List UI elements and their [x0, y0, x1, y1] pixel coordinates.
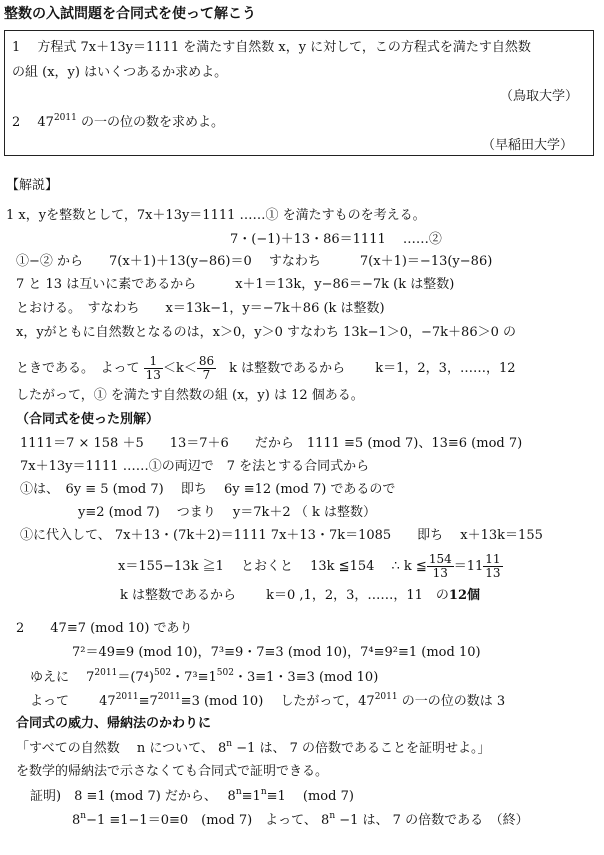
- alt-line: 7x＋13y＝1111 ……①の両辺で 7 を法とする合同式から: [20, 459, 370, 474]
- alt-line: ①に代入して、 7x＋13・(7k＋2)＝1111 7x＋13・7k＝1085 即ち x＋13k＝155: [20, 528, 543, 543]
- alt-line: [120, 588, 480, 604]
- alt-text: k は整数であるから k＝0 ,1，2，3，……，11 の: [120, 588, 449, 603]
- part2-text: よって 47: [30, 694, 116, 709]
- question-text: 「すべての自然数 n について、 8: [16, 741, 227, 756]
- fraction-numerator: 1: [144, 355, 163, 369]
- solution-line-fraction: [16, 355, 515, 382]
- part2-text: ≡3 (mod 10) したがって，47: [180, 694, 375, 709]
- problem-1-source: （鳥取大学）: [500, 89, 579, 104]
- exponent: n: [329, 811, 336, 821]
- alt-line: y≡2 (mod 7) つまり y＝7k＋2 （ k は整数）: [78, 505, 376, 520]
- fraction-denominator: 13: [145, 368, 161, 382]
- exponent: 2011: [157, 692, 181, 702]
- part2-text: ・7³≡1: [171, 670, 217, 685]
- fraction-numerator: 86: [198, 354, 215, 368]
- proof-intro: を数学的帰納法で示さなくても合同式で証明できる。: [16, 764, 329, 779]
- fraction-denominator: 13: [432, 566, 448, 580]
- solution-line: 7・(−1)＋13・86＝1111 ……②: [230, 232, 442, 247]
- problem-2-prefix: 2 47: [12, 115, 54, 130]
- part2-line: 2 47≡7 (mod 10) であり: [16, 621, 193, 636]
- exponent: n: [80, 811, 87, 821]
- proof-text: 8: [72, 813, 81, 828]
- proof-text: −1 ≡1−1＝0≡0 (mod 7) よって、 8: [86, 813, 330, 828]
- alt-line: 1111＝7 × 158 ＋5 13＝7＋6 だから 1111 ≡5 (mod 7)、13≡6 (mod 7): [20, 436, 523, 451]
- part2-line: [30, 670, 378, 686]
- part2-text: ＝(7⁴): [117, 670, 154, 685]
- problem-2-suffix: の一の位の数を求めよ。: [76, 115, 224, 130]
- alt-text: x＝155−13k ≧1 とおくと 13k ≦154 ∴ k ≦: [118, 559, 427, 574]
- question-text: −1 は、 7 の倍数であることを証明せよ。」: [232, 741, 491, 756]
- solution-line: とおける。 すなわち x＝13k−1，y＝−7k＋86 (k は整数): [16, 301, 385, 316]
- solution-line: x，yがともに自然数となるのは，x＞0，y＞0 すなわち 13k−1＞0，−7k＋86＞0 の: [16, 325, 516, 340]
- solution-line: 1 x，yを整数として，7x＋13y＝1111 ……① を満たすものを考える。: [6, 208, 426, 223]
- proof-line-2: [72, 813, 529, 829]
- proof-text: ≡1 (mod 7): [266, 789, 354, 804]
- solution-line: 7 と 13 は互いに素であるから x＋1＝13k，y−86＝−7k (k は整数): [16, 277, 455, 292]
- exponent: 502: [216, 668, 234, 678]
- part2-line: 7²＝49≡9 (mod 10)，7³≡9・7≡3 (mod 10)，7⁴≡9²≡1 (mod 10): [72, 645, 481, 660]
- problem-2-line: [12, 115, 224, 131]
- fraction-1-13: [144, 355, 163, 382]
- solution-text: ＜k＜: [162, 361, 197, 376]
- proof-text: −1 は、 7 の倍数である （終）: [335, 813, 529, 828]
- part2-line: [30, 694, 505, 710]
- alt-solution-header: （合同式を使った別解）: [16, 412, 160, 427]
- solution-header: 【解説】: [6, 178, 59, 193]
- proof-question: [16, 741, 491, 757]
- page-title: 整数の入試問題を合同式を使って解こう: [4, 6, 256, 22]
- alt-line-fraction: [118, 553, 503, 580]
- exponent: n: [260, 787, 267, 797]
- exponent: 2011: [374, 692, 398, 702]
- exponent: 502: [153, 668, 172, 678]
- problem-2-source: （早稲田大学）: [482, 138, 574, 153]
- solution-text: ときである。 よって: [16, 361, 140, 376]
- part2-text: の一の位の数は 3: [397, 694, 506, 709]
- exponent: n: [226, 739, 233, 749]
- fraction-numerator: 11: [485, 552, 501, 566]
- part2-text: ≡7: [138, 694, 158, 709]
- proof-text: 証明) 8 ≡1 (mod 7) だから、 8: [30, 789, 236, 804]
- alt-line: ①は、 6y ≡ 5 (mod 7) 即ち 6y ≡12 (mod 7) であるので: [20, 482, 396, 497]
- alt-result: 12個: [448, 588, 481, 603]
- problem-2-exponent: 2011: [53, 113, 77, 123]
- fraction-86-7: [197, 355, 216, 382]
- solution-line: ①−② から 7(x＋1)＋13(y−86)＝0 すなわち 7(x＋1)＝−13(y−86): [16, 254, 493, 269]
- fraction-denominator: 7: [202, 368, 211, 382]
- alt-text: ＝11: [453, 559, 484, 574]
- fraction-11-13: [483, 553, 502, 580]
- exponent: 2011: [115, 692, 139, 702]
- fraction-numerator: 154: [428, 552, 452, 566]
- part2-text: ・3≡1・3≡3 (mod 10): [233, 670, 379, 685]
- solution-text: k は整数であるから k＝1，2，3，……，12: [216, 361, 516, 376]
- exponent: n: [235, 787, 242, 797]
- exponent: 2011: [94, 668, 118, 678]
- fraction-154-13: [427, 553, 454, 580]
- problem-1-line-1: 1 方程式 7x＋13y＝1111 を満たす自然数 x，y に対して，この方程式を満たす自然数: [12, 40, 531, 55]
- proof-line-1: [30, 789, 354, 805]
- power-header: 合同式の威力、帰納法のかわりに: [16, 716, 212, 731]
- part2-text: ゆえに 7: [30, 670, 95, 685]
- proof-text: ≡1: [241, 789, 261, 804]
- problem-1-line-2: の組 (x，y) はいくつあるか求めよ。: [12, 65, 228, 80]
- solution-line: したがって，① を満たす自然数の組 (x，y) は 12 個ある。: [16, 388, 364, 403]
- fraction-denominator: 13: [485, 566, 501, 580]
